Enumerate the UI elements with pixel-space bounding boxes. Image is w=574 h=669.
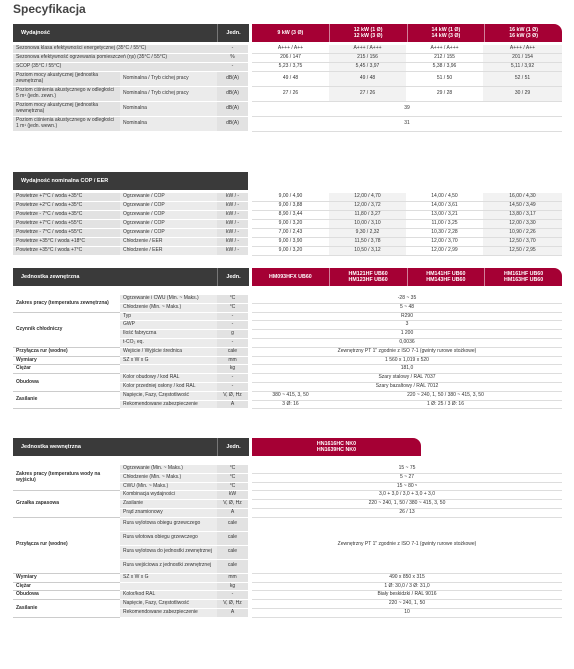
- sec3-row-sublabel: Ilość fabryczna: [120, 330, 217, 339]
- sec3-row-value: 1 560 x 1,019 x 520: [252, 357, 562, 366]
- section-performance: [13, 24, 562, 132]
- sec2-row-value: 10,90 / 2,26: [483, 229, 562, 238]
- sec4-table: [13, 465, 562, 618]
- sec3-row-sublabel: Typ: [120, 313, 217, 322]
- sec2-row-label: Powietrze +7°C / woda +35°C: [13, 193, 120, 202]
- sec1-row-value: 215 / 156: [329, 54, 406, 63]
- sec2-row-unit: kW / -: [217, 229, 248, 238]
- sec2-row-unit: kW / -: [217, 202, 248, 211]
- sec3-group-label: Obudowa: [13, 374, 120, 392]
- sec3-row-value: 1 200: [252, 330, 562, 339]
- sec1-row-unit: dB(A): [217, 87, 248, 102]
- sec3-row-unit: V, Ø, Hz: [217, 392, 248, 401]
- sec4-row-value: 1 Ø: 30,0 / 3 Ø: 31,0: [252, 583, 562, 592]
- sec4-group-label: Zakres pracy (temperatura wody na wyjściu): [13, 465, 120, 491]
- sec2-row-value: 10,30 / 2,28: [406, 229, 483, 238]
- sec1-row-value: A+++ / A+++: [329, 45, 406, 54]
- sec2-header-bar: [13, 172, 248, 190]
- sec4-row-sublabel: Ogrzewanie (Min. ~ Maks.): [120, 465, 217, 474]
- sec2-row-value: 14,00 / 3,61: [406, 202, 483, 211]
- sec4-row-sublabel: Kolor/kod RAL: [120, 591, 217, 600]
- sec2-row-label: Powietrze +35°C / woda +7°C: [13, 247, 120, 256]
- sec3-row-value: Szary stalowy / RAL 7037: [252, 374, 562, 383]
- sec4-row-unit: V, Ø, Hz: [217, 600, 248, 609]
- sec4-header-bar: [13, 438, 248, 456]
- sec1-row-value: 27 / 26: [329, 87, 406, 102]
- sec1-row-label: Poziom ciśnienia akustycznego w odległości 1 m¹ (jedn. wewn.): [13, 117, 120, 132]
- sec1-row-value: 30 / 29: [483, 87, 562, 102]
- sec3-row-unit: -: [217, 374, 248, 383]
- sec1-row-unit: dB(A): [217, 72, 248, 87]
- sec4-row-value: 15 ~ 75: [252, 465, 562, 474]
- sec1-row-unit: dB(A): [217, 117, 248, 132]
- sec3-unit-header: Jedn.: [217, 268, 249, 286]
- sec4-row-value: Biały beskidzki / RAL 9016: [252, 591, 562, 600]
- sec2-row-value: 16,00 / 4,30: [483, 193, 562, 202]
- sec1-row-sublabel: Nominalna / Tryb cichej pracy: [120, 72, 217, 87]
- sec3-row-unit: -: [217, 339, 248, 348]
- sec2-row-label: Powietrze +2°C / woda +35°C: [13, 202, 120, 211]
- sec4-row-value: 15 ~ 80 ⁵: [252, 483, 562, 492]
- sec1-row-value: A+++ / A++: [483, 45, 562, 54]
- sec4-header: [13, 438, 562, 456]
- sec4-model-name: HN1616HC NK0: [316, 441, 357, 447]
- sec1-model-col: [407, 24, 485, 42]
- sec3-model-name: HM093HFX UB60: [269, 274, 312, 280]
- sec3-row-unit: A: [217, 401, 248, 410]
- sec4-row-sublabel: Rura wylotowa do jednostki zewnętrznej: [120, 546, 217, 560]
- section-outdoor-unit: [13, 268, 562, 409]
- sec2-row-value: 11,50 / 3,78: [329, 238, 406, 247]
- sec4-row-value: 26 / 13: [252, 509, 562, 518]
- sec2-row-value: 13,80 / 3,17: [483, 211, 562, 220]
- sec1-row-label: Poziom mocy akustycznej (jednostka zewnętrzna): [13, 72, 120, 87]
- sec1-model-name: 9 kW (3 Ø): [277, 30, 304, 36]
- section-indoor-unit: [13, 438, 562, 618]
- sec3-model-name: HM123HF UB60: [348, 277, 388, 283]
- sec1-row-value: 5,45 / 3,97: [329, 63, 406, 72]
- sec4-model-header: [252, 438, 421, 456]
- sec4-row-unit: cale: [217, 518, 248, 532]
- sec2-row-label: Powietrze +35°C / woda +18°C: [13, 238, 120, 247]
- sec1-row-sublabel: Nominalna: [120, 102, 217, 117]
- sec3-model-name: HM161HF UB60: [504, 271, 544, 277]
- sec3-row-sublabel: Rekomendowane zabezpieczenie: [120, 401, 217, 410]
- sec1-row-value: 49 / 48: [252, 72, 329, 87]
- sec4-row-sublabel: SZ x W x G: [120, 574, 217, 583]
- sec4-row-value: 220 ~ 240, 1, 50 / 380 ~ 415, 3, 50: [252, 500, 562, 509]
- sec1-row-value: A+++ / A++: [252, 45, 329, 54]
- sec3-model-name: HM163HF UB60: [504, 277, 544, 283]
- sec4-row-unit: cale: [217, 532, 248, 546]
- sec3-row-unit: cale: [217, 348, 248, 357]
- sec2-row-value: 11,80 / 3,27: [329, 211, 406, 220]
- sec2-row-unit: kW / -: [217, 193, 248, 202]
- sec4-row-sublabel: Rura wejściowa z jednostki zewnętrznej: [120, 560, 217, 574]
- sec4-row-unit: °C: [217, 483, 248, 492]
- sec4-row-unit: V, Ø, Hz: [217, 500, 248, 509]
- sec1-row-label: SCOP (35°C / 55°C): [13, 63, 217, 72]
- sec4-row-sublabel: Rura wylotowa obiegu grzewczego: [120, 518, 217, 532]
- sec3-row-value: 1 Ø: 25 / 3 Ø: 16: [329, 401, 562, 410]
- sec1-row-value: 206 / 147: [252, 54, 329, 63]
- sec1-header-bar: [13, 24, 217, 42]
- sec3-model-name: HM141HF UB60: [426, 271, 466, 277]
- sec2-row-value: 14,00 / 4,50: [406, 193, 483, 202]
- sec3-row-value: 380 ~ 415, 3, 50: [252, 392, 329, 401]
- sec2-row-label: Powietrze - 7°C / woda +35°C: [13, 211, 120, 220]
- sec1-row-value: 5,11 / 3,92: [483, 63, 562, 72]
- sec2-row-unit: kW / -: [217, 238, 248, 247]
- sec1-row-value: 52 / 51: [483, 72, 562, 87]
- sec1-row-unit: dB(A): [217, 102, 248, 117]
- sec3-row-sublabel: t-CO₂ eq.: [120, 339, 217, 348]
- sec4-model-col: [252, 438, 421, 456]
- sec3-row-sublabel: SZ x W x G: [120, 357, 217, 366]
- sec3-row-sublabel: Kolor przedniej osłony / kod RAL: [120, 383, 217, 392]
- section-nominal-cop-eer: [13, 172, 562, 256]
- sec1-row-value: 201 / 154: [483, 54, 562, 63]
- sec2-row-sublabel: Ogrzewanie / COP: [120, 202, 217, 211]
- sec3-row-sublabel: Kolor obudowy / kod RAL: [120, 374, 217, 383]
- sec4-row-value: 220 ~ 240, 1, 50: [252, 600, 562, 609]
- sec2-row-unit: kW / -: [217, 211, 248, 220]
- sec3-model-name: HM143HF UB60: [426, 277, 466, 283]
- sec2-row-value: 11,00 / 3,25: [406, 220, 483, 229]
- sec2-row-value: 14,50 / 3,49: [483, 202, 562, 211]
- sec3-row-unit: -: [217, 313, 248, 322]
- sec3-row-unit: mm: [217, 357, 248, 366]
- sec4-row-sublabel: Chłodzenie (Min. ~ Maks.): [120, 474, 217, 483]
- sec4-group-label: Grzałka zapasowa: [13, 491, 120, 517]
- sec2-row-sublabel: Ogrzewanie / COP: [120, 220, 217, 229]
- sec1-row-sublabel: Nominalna / Tryb cichej pracy: [120, 87, 217, 102]
- sec1-row-unit: -: [217, 63, 248, 72]
- sec3-row-sublabel: Chłodzenie (Min. ~ Maks.): [120, 304, 217, 313]
- sec4-row-value: Zewnętrzny PT 1" zgodnie z ISO 7-1 (gwinty rurowe stożkowe): [252, 518, 562, 574]
- sec4-row-sublabel: Napięcie, Fazy, Częstotliwość: [120, 600, 217, 609]
- sec4-row-value: 3,0 + 3,0 / 3,0 + 3,0 + 3,0: [252, 491, 562, 500]
- sec4-row-sublabel: CWU (Min. ~ Maks.): [120, 483, 217, 492]
- sec3-row-sublabel: [120, 365, 217, 374]
- sec4-group-label: Obudowa: [13, 591, 120, 600]
- sec3-row-unit: -: [217, 383, 248, 392]
- sec1-row-sublabel: Nominalna: [120, 117, 217, 132]
- sec4-row-sublabel: Kombinacja wydajności: [120, 491, 217, 500]
- sec4-row-unit: mm: [217, 574, 248, 583]
- sec1-row-value: 5,38 / 3,96: [406, 63, 483, 72]
- sec3-group-label: Wymiary: [13, 357, 120, 366]
- sec3-row-value: 3: [252, 321, 562, 330]
- sec3-header-label: Jednostka zewnętrzna: [21, 274, 80, 280]
- sec1-unit-header: Jedn.: [217, 24, 249, 42]
- sec2-row-label: Powietrze - 7°C / woda +55°C: [13, 229, 120, 238]
- sec4-row-sublabel: Prąd znamionowy: [120, 509, 217, 518]
- sec1-table: [13, 45, 562, 132]
- sec4-unit-header: Jedn.: [217, 438, 249, 456]
- sec3-group-label: Ciężar: [13, 365, 120, 374]
- sec3-row-sublabel: GWP: [120, 321, 217, 330]
- sec4-row-unit: A: [217, 509, 248, 518]
- sec3-row-value: Szary bazaltowy / RAL 7012: [252, 383, 562, 392]
- sec2-row-value: 8,90 / 3,44: [252, 211, 329, 220]
- sec2-row-value: 10,00 / 3,10: [329, 220, 406, 229]
- sec1-row-unit: -: [217, 45, 248, 54]
- sec3-model-col: [329, 268, 407, 286]
- sec1-model-header: [252, 24, 562, 42]
- sec4-row-sublabel: Rekomendowane zabezpieczenie: [120, 609, 217, 618]
- sec4-row-sublabel: Zasilanie: [120, 500, 217, 509]
- sec3-row-unit: °C: [217, 295, 248, 304]
- sec2-row-value: 9,30 / 2,32: [329, 229, 406, 238]
- sec1-row-value: 212 / 155: [406, 54, 483, 63]
- sec2-header: [13, 172, 562, 190]
- sec3-model-col: [407, 268, 485, 286]
- sec2-row-value: 9,00 / 3,20: [252, 247, 329, 256]
- sec2-row-unit: kW / -: [217, 247, 248, 256]
- sec1-row-value: 5,23 / 3,75: [252, 63, 329, 72]
- page-title: Specyfikacja: [13, 2, 86, 16]
- sec4-model-name: HN1639HC NK0: [316, 447, 357, 453]
- sec1-model-name: 12 kW (1 Ø): [353, 27, 383, 33]
- sec2-table: [13, 193, 562, 256]
- sec2-row-value: 10,50 / 3,12: [329, 247, 406, 256]
- sec3-group-label: Czynnik chłodniczy: [13, 313, 120, 348]
- sec1-row-label: Poziom ciśnienia akustycznego w odległości 5 m¹ (jedn. zewn.): [13, 87, 120, 102]
- sec4-row-unit: cale: [217, 560, 248, 574]
- sec4-row-unit: °C: [217, 474, 248, 483]
- sec4-row-unit: -: [217, 591, 248, 600]
- sec3-row-value: 220 ~ 240, 1, 50 / 380 ~ 415, 3, 50: [329, 392, 562, 401]
- sec2-row-sublabel: Ogrzewanie / COP: [120, 193, 217, 202]
- sec4-group-label: Ciężar: [13, 583, 120, 592]
- sec1-model-name: 12 kW (3 Ø): [353, 33, 383, 39]
- sec2-row-unit: kW / -: [217, 220, 248, 229]
- sec3-model-name: HM121HF UB60: [348, 271, 388, 277]
- sec1-row-label: Sezonowa klasa efektywności energetycznej (35°C / 55°C): [13, 45, 217, 54]
- sec3-group-label: Zakres pracy (temperatura zewnętrzna): [13, 295, 120, 313]
- sec3-row-value: 5 ~ 48: [252, 304, 562, 313]
- sec2-row-sublabel: Ogrzewanie / COP: [120, 211, 217, 220]
- sec1-model-name: 14 kW (1 Ø): [431, 27, 461, 33]
- sec3-header: [13, 268, 562, 286]
- sec3-model-col: [484, 268, 562, 286]
- sec3-model-col: [252, 268, 329, 286]
- sec2-row-value: 7,00 / 2,43: [252, 229, 329, 238]
- sec2-row-value: 12,00 / 2,99: [406, 247, 483, 256]
- sec3-row-unit: kg: [217, 365, 248, 374]
- sec3-row-value: -28 ~ 35: [252, 295, 562, 304]
- sec1-row-value: 27 / 26: [252, 87, 329, 102]
- sec3-row-unit: °C: [217, 304, 248, 313]
- sec4-row-sublabel: [120, 583, 217, 592]
- sec2-row-value: 9,00 / 3,90: [252, 238, 329, 247]
- sec4-row-unit: kW: [217, 491, 248, 500]
- sec1-row-value: 31: [252, 117, 562, 132]
- sec2-row-value: 9,00 / 4,90: [252, 193, 329, 202]
- sec1-row-label: Sezonowa efektywność ogrzewania pomieszczeń (ηs) (35°C / 55°C): [13, 54, 217, 63]
- sec1-row-value: 39: [252, 102, 562, 117]
- sec4-row-value: 490 x 850 x 315: [252, 574, 562, 583]
- sec1-model-col: [252, 24, 329, 42]
- sec3-row-sublabel: Wejście / Wyjście średnica: [120, 348, 217, 357]
- sec4-row-unit: °C: [217, 465, 248, 474]
- sec1-model-col: [329, 24, 407, 42]
- sec2-row-value: 12,00 / 3,30: [483, 220, 562, 229]
- sec4-group-label: Przyłącza rur (wodne): [13, 518, 120, 574]
- sec2-row-value: 12,00 / 3,72: [329, 202, 406, 211]
- sec3-table: [13, 295, 562, 409]
- sec1-header-label: Wydajność: [21, 30, 50, 36]
- sec4-row-value: 5 ~ 27: [252, 474, 562, 483]
- sec2-row-sublabel: Ogrzewanie / COP: [120, 229, 217, 238]
- sec3-row-sublabel: Ogrzewanie i CWU (Min. ~ Maks.): [120, 295, 217, 304]
- sec2-row-value: 12,00 / 4,70: [329, 193, 406, 202]
- sec4-row-value: 10: [252, 609, 562, 618]
- sec1-row-unit: %: [217, 54, 248, 63]
- sec3-model-header: [252, 268, 562, 286]
- sec2-row-value: 12,50 / 3,70: [483, 238, 562, 247]
- sec3-row-value: Zewnętrzny PT 1" zgodnie z ISO 7-1 (gwinty rurowe stożkowe): [252, 348, 562, 357]
- sec1-header: [13, 24, 562, 42]
- sec1-row-value: 29 / 28: [406, 87, 483, 102]
- sec4-group-label: Zasilanie: [13, 600, 120, 618]
- sec2-row-sublabel: Chłodzenie / EER: [120, 238, 217, 247]
- sec3-row-value: R290: [252, 313, 562, 322]
- sec1-row-label: Poziom mocy akustycznej (jednostka wewnętrzna): [13, 102, 120, 117]
- sec2-row-value: 9,00 / 3,88: [252, 202, 329, 211]
- sec1-model-name: 16 kW (3 Ø): [509, 33, 539, 39]
- sec2-row-value: 13,00 / 3,21: [406, 211, 483, 220]
- sec3-group-label: Zasilanie: [13, 392, 120, 410]
- sec1-model-name: 14 kW (3 Ø): [431, 33, 461, 39]
- sec1-row-value: 49 / 48: [329, 72, 406, 87]
- sec2-row-value: 12,00 / 3,70: [406, 238, 483, 247]
- sec4-header-label: Jednostka wewnętrzna: [21, 444, 81, 450]
- sec3-row-unit: -: [217, 321, 248, 330]
- sec1-model-col: [484, 24, 562, 42]
- sec1-row-value: A+++ / A+++: [406, 45, 483, 54]
- sec2-row-value: 12,50 / 2,95: [483, 247, 562, 256]
- sec3-row-value: 0,0036: [252, 339, 562, 348]
- sec3-row-sublabel: Napięcie, Fazy, Częstotliwość: [120, 392, 217, 401]
- sec4-row-unit: kg: [217, 583, 248, 592]
- sec4-group-label: Wymiary: [13, 574, 120, 583]
- sec1-model-name: 16 kW (1 Ø): [509, 27, 539, 33]
- sec3-header-bar: [13, 268, 248, 286]
- sec4-row-unit: cale: [217, 546, 248, 560]
- sec4-row-sublabel: Rura wlotowa obiegu grzewczego: [120, 532, 217, 546]
- sec3-group-label: Przyłącza rur (wodne): [13, 348, 120, 357]
- sec3-row-value: 181,0: [252, 365, 562, 374]
- sec2-row-label: Powietrze +7°C / woda +55°C: [13, 220, 120, 229]
- sec2-row-sublabel: Chłodzenie / EER: [120, 247, 217, 256]
- sec4-row-unit: A: [217, 609, 248, 618]
- sec3-row-value: 3 Ø: 16: [252, 401, 329, 410]
- sec2-row-value: 9,00 / 3,20: [252, 220, 329, 229]
- sec1-row-value: 51 / 50: [406, 72, 483, 87]
- sec3-row-unit: g: [217, 330, 248, 339]
- sec2-header-label: Wydajność nominalna COP / EER: [21, 178, 109, 184]
